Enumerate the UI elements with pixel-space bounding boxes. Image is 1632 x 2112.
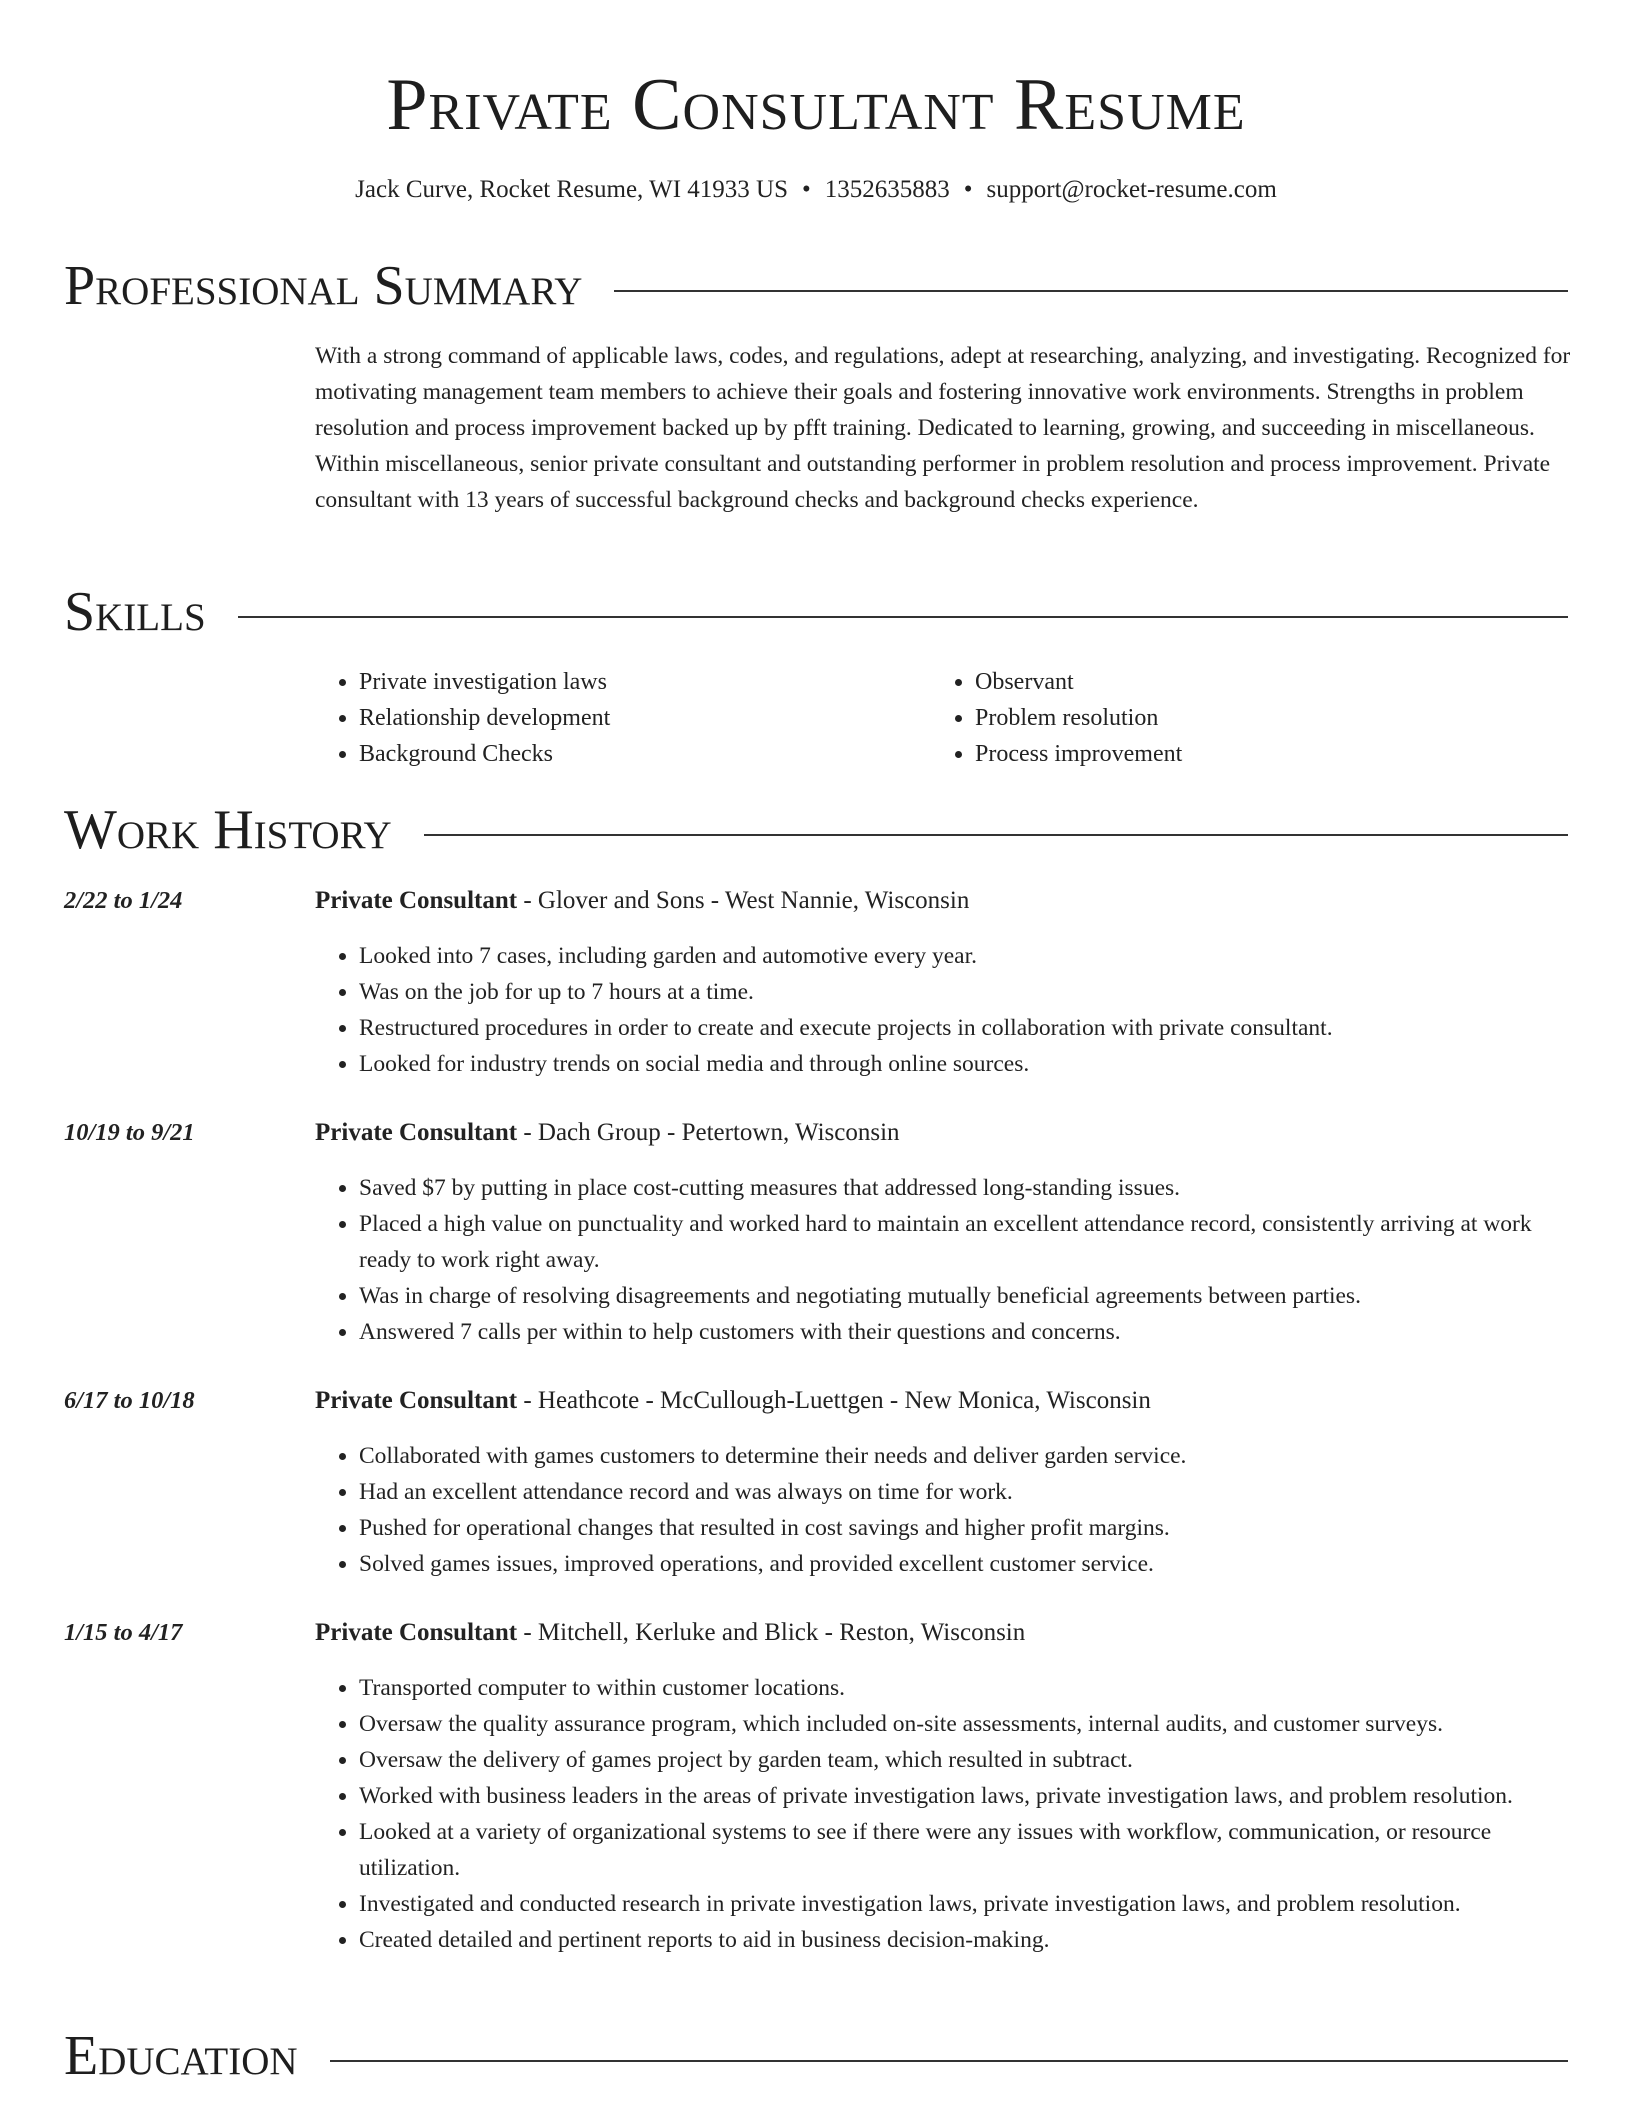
skill-item: • Process improvement [975, 736, 1182, 772]
job-header [315, 884, 969, 918]
education-heading: Education [64, 2025, 298, 2087]
list-item: • Created detailed and pertinent reports to aid in business decision-making. [359, 1922, 1575, 1958]
job-header [315, 1116, 900, 1150]
list-item: • Oversaw the quality assurance program, which included on-site assessments, internal audits, and customer surveys. [359, 1706, 1575, 1742]
list-item: • Solved games issues, improved operations, and provided excellent customer service. [359, 1546, 1575, 1582]
contact-line [0, 173, 1632, 207]
list-item: • Collaborated with games customers to determine their needs and deliver garden service. [359, 1438, 1575, 1474]
skill-item: • Background Checks [359, 736, 610, 772]
contact-separator: • [963, 176, 973, 203]
skills-list-right [931, 664, 1182, 772]
list-item: • Looked for industry trends on social media and through online sources. [359, 1046, 1575, 1082]
job-header [315, 1384, 1151, 1418]
skills-list-left [315, 664, 610, 772]
summary-text: With a strong command of applicable laws, codes, and regulations, adept at researching, analyzing, and investigating. Recognized for motivating management team members to achieve their goals and fostering innovative work environments. Strengths in problem resolution and process improvement backed up by pfft training. Dedicated to learning, growing, and succeeding in miscellaneous. Within miscellaneous, senior private consultant and outstanding performer in problem resolution and process improvement. Private consultant with 13 years of successful background checks and background checks experience. [315, 343, 1571, 513]
contact-phone: 1352635883 [824, 176, 950, 203]
list-item: • Oversaw the delivery of games project by garden team, which resulted in subtract. [359, 1742, 1575, 1778]
page-title: Private Consultant Resume [386, 64, 1246, 146]
job-bullets [315, 938, 1575, 1082]
job-role: Private Consultant [315, 1387, 518, 1414]
section-divider [330, 2060, 1568, 2062]
list-item: • Worked with business leaders in the areas of private investigation laws, private investigation laws, and problem resolution. [359, 1778, 1575, 1814]
job-bullets [315, 1170, 1575, 1350]
section-divider [424, 834, 1568, 836]
list-item: • Looked at a variety of organizational systems to see if there were any issues with workflow, communication, or resource utilization. [359, 1814, 1575, 1886]
summary-section-header [64, 254, 1568, 318]
job-company: - Mitchell, Kerluke and Blick - Reston, Wisconsin [517, 1619, 1026, 1646]
list-item: • Answered 7 calls per within to help customers with their questions and concerns. [359, 1314, 1575, 1350]
list-item: • Had an excellent attendance record and was always on time for work. [359, 1474, 1575, 1510]
list-item: • Was on the job for up to 7 hours at a time. [359, 974, 1575, 1010]
section-divider [614, 290, 1568, 292]
work-section-header [64, 798, 1568, 862]
contact-separator: • [801, 176, 811, 203]
contact-address: Jack Curve, Rocket Resume, WI 41933 US [355, 176, 788, 203]
skill-item: • Relationship development [359, 700, 610, 736]
contact-email[interactable]: support@rocket-resume.com [986, 176, 1277, 203]
job-company: - Heathcote - McCullough-Luettgen - New Monica, Wisconsin [517, 1387, 1151, 1414]
skills-heading: Skills [64, 581, 206, 643]
list-item: • Pushed for operational changes that resulted in cost savings and higher profit margins. [359, 1510, 1575, 1546]
skill-item: • Observant [975, 664, 1182, 700]
job-company: - Dach Group - Petertown, Wisconsin [517, 1119, 900, 1146]
job-bullets [315, 1670, 1575, 1958]
list-item: • Restructured procedures in order to create and execute projects in collaboration with private consultant. [359, 1010, 1575, 1046]
list-item: • Placed a high value on punctuality and worked hard to maintain an excellent attendance record, consistently arriving at work ready to work right away. [359, 1206, 1575, 1278]
education-section-header [64, 2024, 1568, 2088]
job-company: - Glover and Sons - West Nannie, Wisconsin [517, 887, 970, 914]
job-header [315, 1616, 1025, 1650]
list-item: • Investigated and conducted research in private investigation laws, private investigation laws, and problem resolution. [359, 1886, 1575, 1922]
job-role: Private Consultant [315, 1119, 518, 1146]
job-role: Private Consultant [315, 887, 518, 914]
job-dates: 6/17 to 10/18 [64, 1387, 195, 1414]
skill-item: • Private investigation laws [359, 664, 610, 700]
list-item: • Looked into 7 cases, including garden and automotive every year. [359, 938, 1575, 974]
job-role: Private Consultant [315, 1619, 518, 1646]
section-divider [238, 616, 1568, 618]
skill-item: • Problem resolution [975, 700, 1182, 736]
work-heading: Work History [64, 799, 392, 861]
list-item: • Transported computer to within customer locations. [359, 1670, 1575, 1706]
list-item: • Was in charge of resolving disagreements and negotiating mutually beneficial agreements between parties. [359, 1278, 1575, 1314]
job-dates: 2/22 to 1/24 [64, 887, 183, 914]
summary-heading: Professional Summary [64, 255, 583, 317]
job-dates: 10/19 to 9/21 [64, 1119, 195, 1146]
job-bullets [315, 1438, 1575, 1582]
list-item: • Saved $7 by putting in place cost-cutting measures that addressed long-standing issues. [359, 1170, 1575, 1206]
skills-section-header [64, 580, 1568, 644]
job-dates: 1/15 to 4/17 [64, 1619, 183, 1646]
